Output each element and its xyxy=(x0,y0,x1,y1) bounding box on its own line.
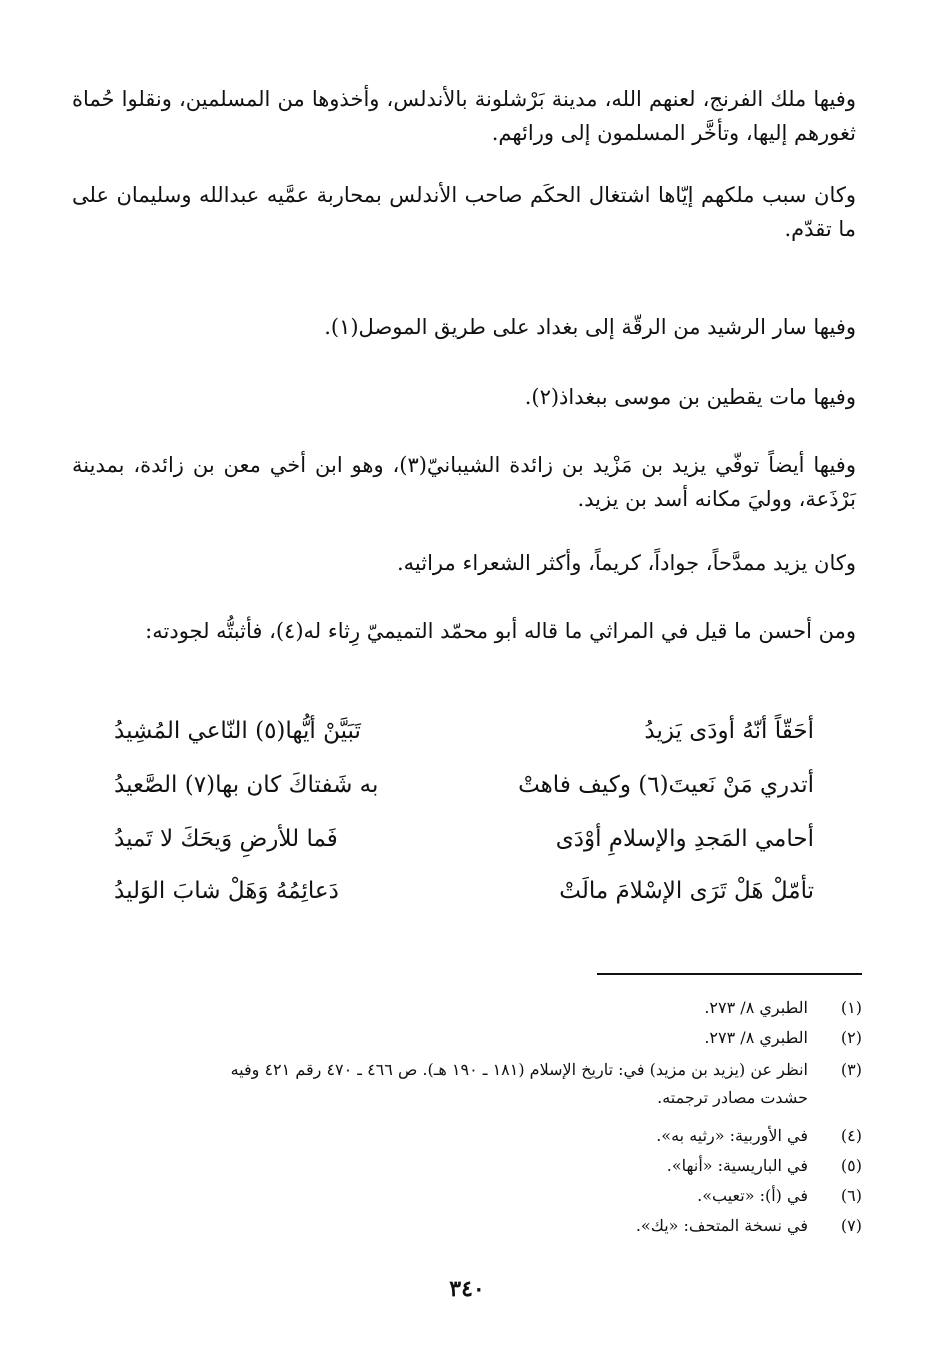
footnote xyxy=(60,1056,862,1112)
verse-row xyxy=(114,718,814,764)
footnote-separator xyxy=(597,973,862,975)
footnote-number: (٧) xyxy=(840,1216,862,1235)
verse-second-hemistich: دَعائِمُهُ وَهَلْ شابَ الوَليدُ xyxy=(114,878,339,904)
verse-first-hemistich: أحامي المَجدِ والإسلامِ أوْدَى xyxy=(555,826,814,852)
footnote xyxy=(60,1182,862,1210)
verse-first-hemistich: تأمّلْ هَلْ تَرَى الإسْلامَ مالَتْ xyxy=(559,878,814,904)
footnote-number: (١) xyxy=(840,998,862,1017)
footnote-text: الطبري ٨/ ٢٧٣. xyxy=(704,1028,808,1047)
paragraph-elegy-intro: ومن أحسن ما قيل في المراثي ما قاله أبو محمّد التميميّ رِثاء له(٤)، فأثبتُّه لجودته: xyxy=(145,619,856,643)
footnote xyxy=(60,1024,862,1052)
verse-second-hemistich: تَبَيَّنْ أيُّها(٥) النّاعي المُشِيدُ xyxy=(114,718,361,744)
verse-row xyxy=(114,878,814,924)
paragraph-yazid-death: وفيها أيضاً توفّي يزيد بن مَزْيد بن زائدة الشيبانيّ(٣)، وهو ابن أخي معن بن زائدة، بمدينة بَرْذَعة، ووليَ مكانه أسد بن يزيد. xyxy=(72,453,856,511)
paragraph-barcelona: وفيها ملك الفرنج، لعنهم الله، مدينة بَرْشلونة بالأندلس، وأخذوها من المسلمين، ونقلوا حُماة ثغورهم إليها، وتأخَّر المسلمون إلى ورائهم. xyxy=(72,87,856,145)
footnote-text: الطبري ٨/ ٢٧٣. xyxy=(704,998,808,1017)
footnote xyxy=(60,1152,862,1180)
verse-second-hemistich: به شَفتاكَ كان بها(٧) الصَّعيدُ xyxy=(114,772,379,798)
verse-first-hemistich: أتدري مَنْ نَعيتَ(٦) وكيف فاهتْ xyxy=(518,772,814,798)
footnote-number: (٤) xyxy=(840,1126,862,1145)
paragraph-rashid: وفيها سار الرشيد من الرقّة إلى بغداد على طريق الموصل(١). xyxy=(324,315,856,339)
paragraph-yaqtin: وفيها مات يقطين بن موسى ببغداذ(٢). xyxy=(524,385,856,409)
footnote-text: في الباريسية: «أنها». xyxy=(666,1156,808,1175)
footnote-text: في نسخة المتحف: «يك». xyxy=(635,1216,808,1235)
footnote xyxy=(60,994,862,1022)
footnote-number: (٦) xyxy=(840,1186,862,1205)
footnote-text: في (أ): «تعيب». xyxy=(697,1186,808,1205)
footnote-text: في الأوربية: «رثيه به». xyxy=(656,1126,808,1145)
footnote-continuation: حشدت مصادر ترجمته. xyxy=(657,1088,808,1107)
verse-first-hemistich: أحَقّاً أنّهُ أودَى يَزيدُ xyxy=(644,718,814,744)
footnote-number: (٣) xyxy=(840,1060,862,1079)
verse-row xyxy=(114,772,814,818)
verse-second-hemistich: فَما للأرضِ وَيحَكَ لا تَميدُ xyxy=(114,826,338,852)
footnote-number: (٥) xyxy=(840,1156,862,1175)
page-number: ٣٤٠ xyxy=(449,1276,485,1302)
paragraph-yazid-praise: وكان يزيد ممدَّحاً، جواداً، كريماً، وأكثر الشعراء مراثيه. xyxy=(396,551,856,575)
verse-row xyxy=(114,826,814,872)
footnote-number: (٢) xyxy=(840,1028,862,1047)
footnote-text: انظر عن (يزيد بن مزيد) في: تاريخ الإسلام (١٨١ ـ ١٩٠ هـ). ص ٤٦٦ ـ ٤٧٠ رقم ٤٢١ وفيه xyxy=(230,1060,808,1079)
footnote xyxy=(60,1122,862,1150)
footnote xyxy=(60,1212,862,1240)
paragraph-hakam: وكان سبب ملكهم إيّاها اشتغال الحكَم صاحب الأندلس بمحاربة عمَّيه عبدالله وسليمان على ما تقدّم. xyxy=(72,183,856,241)
